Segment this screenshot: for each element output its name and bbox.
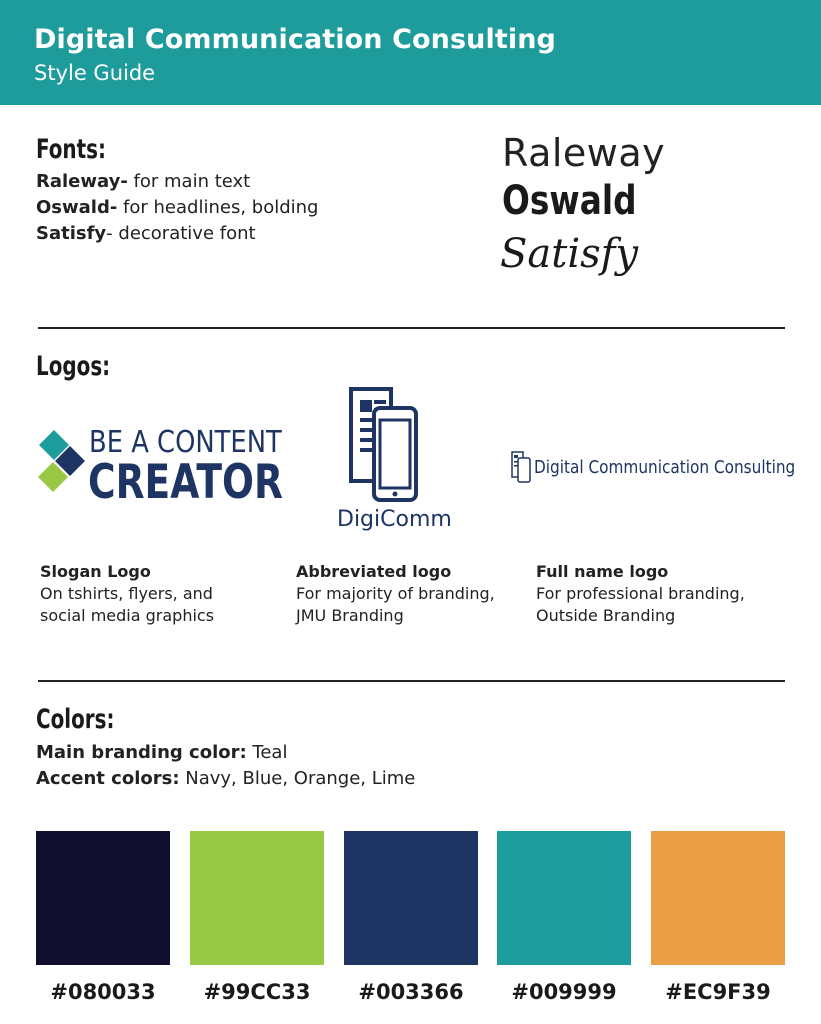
caption-line: social media graphics bbox=[40, 606, 215, 625]
main-color-line bbox=[36, 742, 287, 763]
tablet-small-icon bbox=[511, 451, 531, 483]
caption-full-name-logo bbox=[536, 561, 745, 627]
slogan-logo-line2: CREATOR bbox=[88, 455, 283, 510]
header-title: Digital Communication Consulting bbox=[34, 24, 556, 55]
header-subtitle: Style Guide bbox=[34, 61, 156, 85]
font-name: Oswald- bbox=[36, 197, 118, 218]
caption-line: Outside Branding bbox=[536, 606, 676, 625]
accent-colors-label: Accent colors: bbox=[36, 768, 180, 789]
abbreviated-logo-text: DigiComm bbox=[337, 507, 452, 532]
accent-colors-line bbox=[36, 768, 415, 789]
color-hex-label: #99CC33 bbox=[203, 980, 311, 1004]
font-desc: for main text bbox=[127, 171, 251, 192]
section-divider bbox=[38, 327, 785, 329]
caption-abbreviated-logo bbox=[296, 561, 495, 627]
color-swatch bbox=[651, 831, 785, 965]
caption-title: Slogan Logo bbox=[40, 562, 151, 581]
fonts-heading: Fonts: bbox=[36, 134, 106, 165]
main-color-value: Teal bbox=[246, 742, 288, 763]
diamond-mark-icon bbox=[36, 428, 88, 494]
font-sample-oswald: Oswald bbox=[502, 178, 637, 224]
font-item-oswald bbox=[36, 197, 318, 218]
font-item-satisfy bbox=[36, 223, 256, 244]
font-sample-raleway: Raleway bbox=[502, 131, 666, 175]
caption-title: Full name logo bbox=[536, 562, 669, 581]
slogan-logo-line1: BE A CONTENT bbox=[89, 425, 282, 460]
color-swatch bbox=[36, 831, 170, 965]
color-swatch bbox=[190, 831, 324, 965]
full-logo-text: Digital Communication Consulting bbox=[534, 457, 796, 478]
color-swatch bbox=[344, 831, 478, 965]
color-hex-label: #003366 bbox=[358, 980, 464, 1004]
color-swatch bbox=[497, 831, 631, 965]
font-sample-satisfy: Satisfy bbox=[500, 231, 639, 277]
accent-colors-value: Navy, Blue, Orange, Lime bbox=[179, 768, 416, 789]
caption-line: For majority of branding, bbox=[296, 584, 495, 603]
font-desc: for headlines, bolding bbox=[117, 197, 319, 218]
section-divider bbox=[38, 680, 785, 682]
color-hex-label: #009999 bbox=[511, 980, 617, 1004]
caption-line: JMU Branding bbox=[296, 606, 404, 625]
font-name: Satisfy bbox=[36, 223, 107, 244]
colors-heading: Colors: bbox=[36, 704, 115, 735]
font-item-raleway bbox=[36, 171, 250, 192]
caption-title: Abbreviated logo bbox=[296, 562, 452, 581]
main-color-label: Main branding color: bbox=[36, 742, 247, 763]
color-hex-label: #080033 bbox=[50, 980, 156, 1004]
color-hex-label: #EC9F39 bbox=[665, 980, 771, 1004]
font-desc: - decorative font bbox=[106, 223, 256, 244]
logos-heading: Logos: bbox=[36, 351, 111, 382]
caption-line: For professional branding, bbox=[536, 584, 745, 603]
tablet-icon bbox=[348, 386, 420, 506]
caption-line: On tshirts, flyers, and bbox=[40, 584, 213, 603]
header-banner bbox=[0, 0, 821, 105]
font-name: Raleway- bbox=[36, 171, 128, 192]
caption-slogan-logo bbox=[40, 561, 214, 627]
